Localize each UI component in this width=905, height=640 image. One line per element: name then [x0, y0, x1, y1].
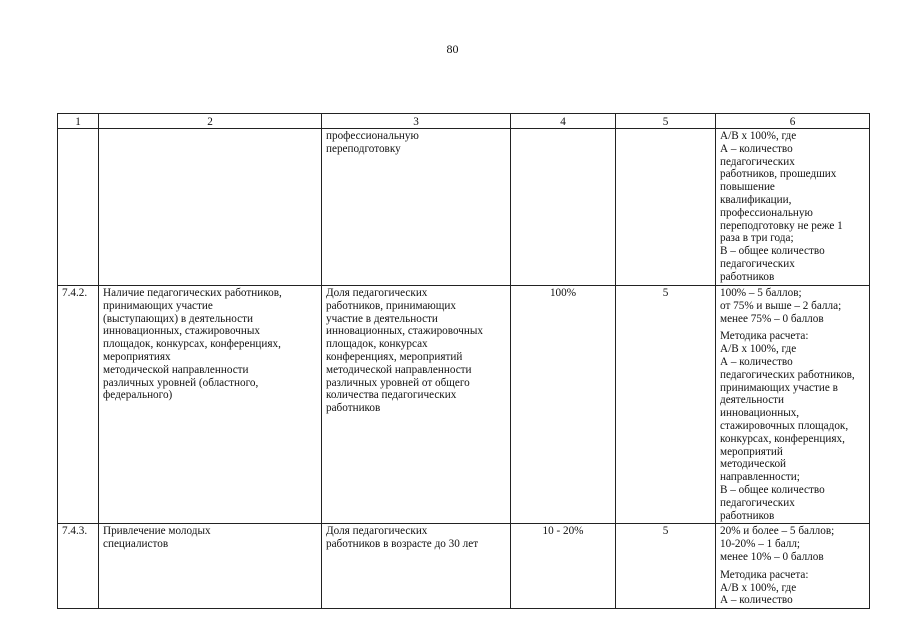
- table-header-row: [58, 114, 870, 129]
- method-line: стажировочных площадок,: [720, 419, 849, 432]
- criteria-line: педагогических: [720, 155, 795, 168]
- indicator-line: Доля педагогических: [326, 525, 428, 538]
- row-number-cell: 7.4.2.: [58, 286, 99, 524]
- criteria-line: профессиональную: [720, 206, 813, 219]
- row-score-cell: 5: [616, 286, 716, 524]
- name-line: Наличие педагогических работников,: [103, 287, 282, 299]
- method-line: работников: [720, 509, 775, 522]
- method-line: педагогических работников,: [720, 368, 855, 381]
- indicator-line: переподготовку: [326, 142, 401, 155]
- column-header: 5: [616, 114, 716, 129]
- row-indicator-cell: [322, 286, 511, 524]
- method-line: инновационных,: [720, 407, 800, 420]
- method-line: принимающих участие в: [720, 381, 838, 394]
- method-line: А – количество: [720, 355, 793, 368]
- criteria-line: менее 10% – 0 баллов: [720, 550, 824, 563]
- indicator-line: различных уровней от общего: [326, 376, 470, 389]
- criteria-line: квалификации,: [720, 193, 792, 206]
- row-name-cell: [99, 524, 322, 609]
- criteria-line: от 75% и выше – 2 балла;: [720, 299, 842, 312]
- name-line: (выступающих) в деятельности: [103, 312, 253, 325]
- indicator-line: Доля педагогических: [326, 287, 428, 299]
- name-line: мероприятиях: [103, 350, 171, 363]
- criteria-table: [57, 113, 870, 609]
- method-line: В – общее количество: [720, 483, 825, 496]
- name-line: принимающих участие: [103, 299, 213, 312]
- row-number-cell: [58, 129, 99, 286]
- criteria-line: раза в три года;: [720, 232, 794, 245]
- table-row: [58, 286, 870, 524]
- indicator-line: инновационных, стажировочных: [326, 325, 483, 338]
- name-line: площадок, конкурсах, конференциях,: [103, 338, 281, 351]
- table-row: [58, 129, 870, 286]
- column-header: 2: [99, 114, 322, 129]
- method-line: А/В х 100%, где: [720, 343, 797, 356]
- row-target-cell: 100%: [511, 286, 616, 524]
- indicator-line: работников: [326, 402, 381, 415]
- criteria-line: переподготовку не реже 1: [720, 219, 843, 232]
- method-line: А/В х 100%, где: [720, 581, 797, 594]
- column-header: 4: [511, 114, 616, 129]
- criteria-line: 10-20% – 1 балл;: [720, 538, 801, 551]
- indicator-line: работников в возрасте до 30 лет: [326, 538, 479, 551]
- method-line: направленности;: [720, 471, 800, 484]
- row-criteria-cell: [716, 286, 870, 524]
- name-line: Привлечение молодых: [103, 525, 211, 538]
- criteria-line: менее 75% – 0 баллов: [720, 312, 824, 325]
- row-number-cell: 7.4.3.: [58, 524, 99, 609]
- page-number: 80: [446, 42, 459, 56]
- indicator-line: участие в деятельности: [326, 312, 438, 325]
- name-line: различных уровней (областного,: [103, 376, 259, 389]
- name-line: методической направленности: [103, 363, 249, 376]
- method-line: Методика расчета:: [720, 568, 809, 581]
- method-line: педагогических: [720, 496, 795, 509]
- name-line: федерального): [103, 389, 173, 402]
- row-score-cell: [616, 129, 716, 286]
- indicator-line: профессиональную: [326, 130, 419, 142]
- criteria-line: 20% и более – 5 баллов;: [720, 525, 835, 538]
- criteria-line: повышение: [720, 181, 775, 194]
- indicator-line: количества педагогических: [326, 389, 457, 402]
- row-target-cell: [511, 129, 616, 286]
- criteria-line: 100% – 5 баллов;: [720, 287, 802, 299]
- row-indicator-cell: [322, 129, 511, 286]
- criteria-line: работников, прошедших: [720, 168, 837, 181]
- method-line: конкурсах, конференциях,: [720, 432, 845, 445]
- indicator-line: методической направленности: [326, 363, 472, 376]
- name-line: инновационных, стажировочных: [103, 325, 260, 338]
- row-criteria-cell: [716, 129, 870, 286]
- row-name-cell: [99, 286, 322, 524]
- indicator-line: площадок, конкурсах: [326, 338, 428, 351]
- method-line: методической: [720, 458, 787, 471]
- method-line: мероприятий: [720, 445, 783, 458]
- column-header: 3: [322, 114, 511, 129]
- row-criteria-cell: [716, 524, 870, 609]
- criteria-line: А – количество: [720, 142, 793, 155]
- column-header: 6: [716, 114, 870, 129]
- method-line: деятельности: [720, 394, 785, 407]
- table-row: [58, 524, 870, 609]
- row-name-cell: [99, 129, 322, 286]
- criteria-line: работников: [720, 270, 775, 283]
- column-header: 1: [58, 114, 99, 129]
- method-line: А – количество: [720, 594, 793, 607]
- criteria-line: А/В х 100%, где: [720, 130, 797, 142]
- criteria-line: педагогических: [720, 257, 795, 270]
- row-score-cell: 5: [616, 524, 716, 609]
- indicator-line: конференциях, мероприятий: [326, 350, 463, 363]
- method-line: Методика расчета:: [720, 330, 809, 343]
- name-line: специалистов: [103, 538, 169, 551]
- criteria-line: В – общее количество: [720, 245, 825, 258]
- row-indicator-cell: [322, 524, 511, 609]
- row-target-cell: 10 - 20%: [511, 524, 616, 609]
- indicator-line: работников, принимающих: [326, 299, 456, 312]
